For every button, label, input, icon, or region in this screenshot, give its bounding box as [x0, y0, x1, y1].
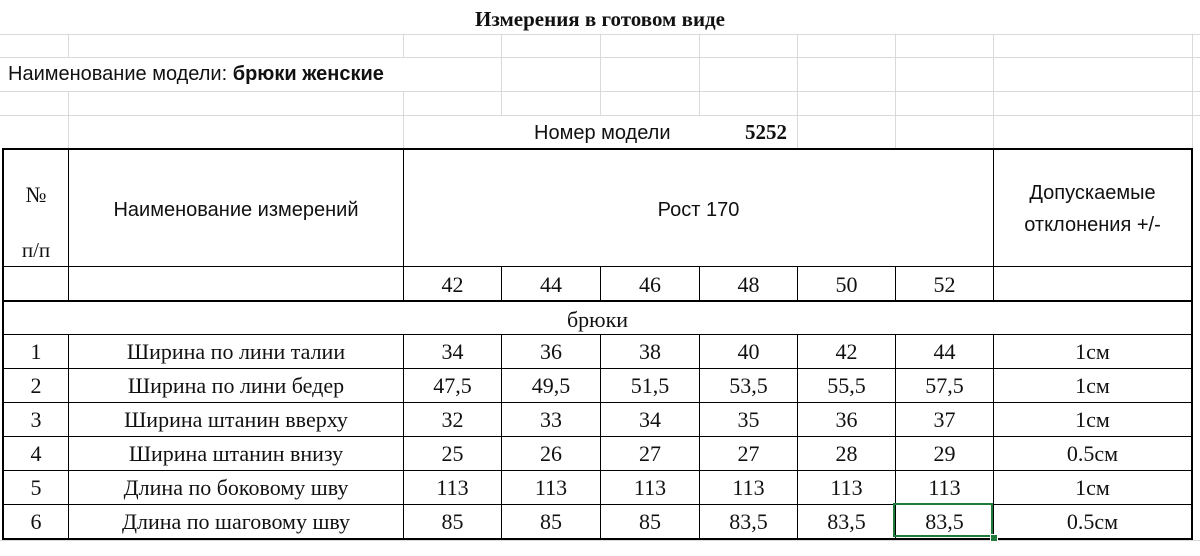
- measurement-value-cell[interactable]: 34: [441, 339, 464, 364]
- tolerance-cell[interactable]: 1см: [1075, 407, 1110, 432]
- model-name-cell[interactable]: [8, 64, 384, 84]
- measurement-value-cell[interactable]: 47,5: [433, 373, 472, 398]
- model-name-label: Наименование модели:: [8, 63, 233, 85]
- measurement-value-cell[interactable]: 85: [540, 509, 562, 534]
- section-label[interactable]: брюки: [566, 307, 629, 332]
- measurement-value-cell[interactable]: 53,5: [729, 373, 768, 398]
- size-header-cell[interactable]: 44: [540, 272, 562, 297]
- measurement-value-cell[interactable]: 32: [441, 407, 464, 432]
- measurement-value-cell[interactable]: 113: [436, 475, 469, 500]
- row-number-cell[interactable]: 1: [30, 339, 42, 364]
- tolerance-cell[interactable]: 0.5см: [1066, 509, 1119, 534]
- model-name-value: брюки женские: [232, 63, 384, 85]
- size-header-cell[interactable]: 46: [639, 272, 661, 297]
- size-header-cell[interactable]: 42: [441, 272, 464, 297]
- measurement-value-cell[interactable]: 25: [441, 441, 464, 466]
- measurement-name-cell[interactable]: Длина по шаговому шву: [121, 509, 351, 534]
- measurement-name-cell[interactable]: Ширина по лини бедер: [127, 373, 345, 398]
- measurement-value-cell[interactable]: 38: [639, 339, 661, 364]
- tolerance-cell[interactable]: 1см: [1075, 475, 1110, 500]
- size-header-cell[interactable]: 48: [737, 272, 760, 297]
- tolerance-cell[interactable]: 1см: [1075, 373, 1110, 398]
- measurement-value-cell[interactable]: 83,5: [729, 509, 768, 534]
- measurement-value-cell[interactable]: 85: [441, 509, 464, 534]
- measurement-value-cell[interactable]: 57,5: [925, 373, 964, 398]
- header-tolerance-line1[interactable]: Допускаемые: [1029, 182, 1156, 204]
- measurement-value-cell[interactable]: 34: [639, 407, 661, 432]
- measurement-name-cell[interactable]: Ширина по лини талии: [126, 339, 346, 364]
- measurement-value-cell[interactable]: 28: [835, 441, 858, 466]
- fill-handle[interactable]: [990, 534, 998, 542]
- header-height[interactable]: Рост 170: [657, 199, 740, 221]
- row-number-cell[interactable]: 4: [30, 441, 42, 466]
- measurement-value-cell[interactable]: 36: [540, 339, 562, 364]
- measurement-value-cell[interactable]: 42: [835, 339, 858, 364]
- measurement-value-cell[interactable]: 113: [732, 475, 765, 500]
- sheet-title[interactable]: Измерения в готовом виде: [475, 7, 725, 31]
- measurement-value-cell[interactable]: 36: [835, 407, 858, 432]
- row-number-cell[interactable]: 5: [30, 475, 42, 500]
- selected-cell-border[interactable]: [893, 503, 993, 537]
- row-number-cell[interactable]: 6: [30, 509, 42, 534]
- measurement-value-cell[interactable]: 51,5: [630, 373, 670, 398]
- header-number-sign[interactable]: №: [25, 182, 47, 207]
- measurement-name-cell[interactable]: Длина по боковому шву: [123, 475, 349, 500]
- model-number-label[interactable]: Номер модели: [534, 122, 671, 144]
- measurement-value-cell[interactable]: 26: [540, 441, 562, 466]
- measurement-name-cell[interactable]: Ширина штанин вверху: [124, 407, 348, 432]
- header-number-pp: п/п: [21, 238, 51, 262]
- measurement-value-cell[interactable]: 44: [933, 339, 956, 364]
- measurement-value-cell[interactable]: 83,5: [827, 509, 866, 534]
- measurement-value-cell[interactable]: 49,5: [531, 373, 571, 398]
- size-header-cell[interactable]: 50: [835, 272, 858, 297]
- measurement-value-cell[interactable]: 27: [639, 441, 661, 466]
- measurement-value-cell[interactable]: 37: [933, 407, 956, 432]
- measurement-value-cell[interactable]: 113: [928, 475, 961, 500]
- measurement-value-cell[interactable]: 113: [830, 475, 863, 500]
- tolerance-cell[interactable]: 0.5см: [1066, 441, 1119, 466]
- measurement-value-cell[interactable]: 113: [633, 475, 667, 500]
- header-tolerance-line2: отклонения +/-: [1024, 214, 1161, 236]
- measurement-value-cell[interactable]: 83,5: [925, 509, 964, 534]
- row-number-cell[interactable]: 3: [30, 407, 42, 432]
- measurement-value-cell[interactable]: 55,5: [827, 373, 866, 398]
- measurement-value-cell[interactable]: 113: [534, 475, 568, 500]
- model-number-value[interactable]: 5252: [745, 120, 787, 144]
- measurement-value-cell[interactable]: 40: [737, 339, 760, 364]
- measurement-value-cell[interactable]: 27: [737, 441, 760, 466]
- tolerance-cell[interactable]: 1см: [1075, 339, 1110, 364]
- size-header-cell[interactable]: 52: [933, 272, 956, 297]
- measurement-value-cell[interactable]: 29: [933, 441, 956, 466]
- row-number-cell[interactable]: 2: [30, 373, 42, 398]
- measurement-value-cell[interactable]: 33: [540, 407, 562, 432]
- measurement-name-cell[interactable]: Ширина штанин внизу: [128, 441, 344, 466]
- measurement-value-cell[interactable]: 85: [639, 509, 661, 534]
- header-measurement-name[interactable]: Наименование измерений: [113, 199, 359, 221]
- measurement-value-cell[interactable]: 35: [737, 407, 760, 432]
